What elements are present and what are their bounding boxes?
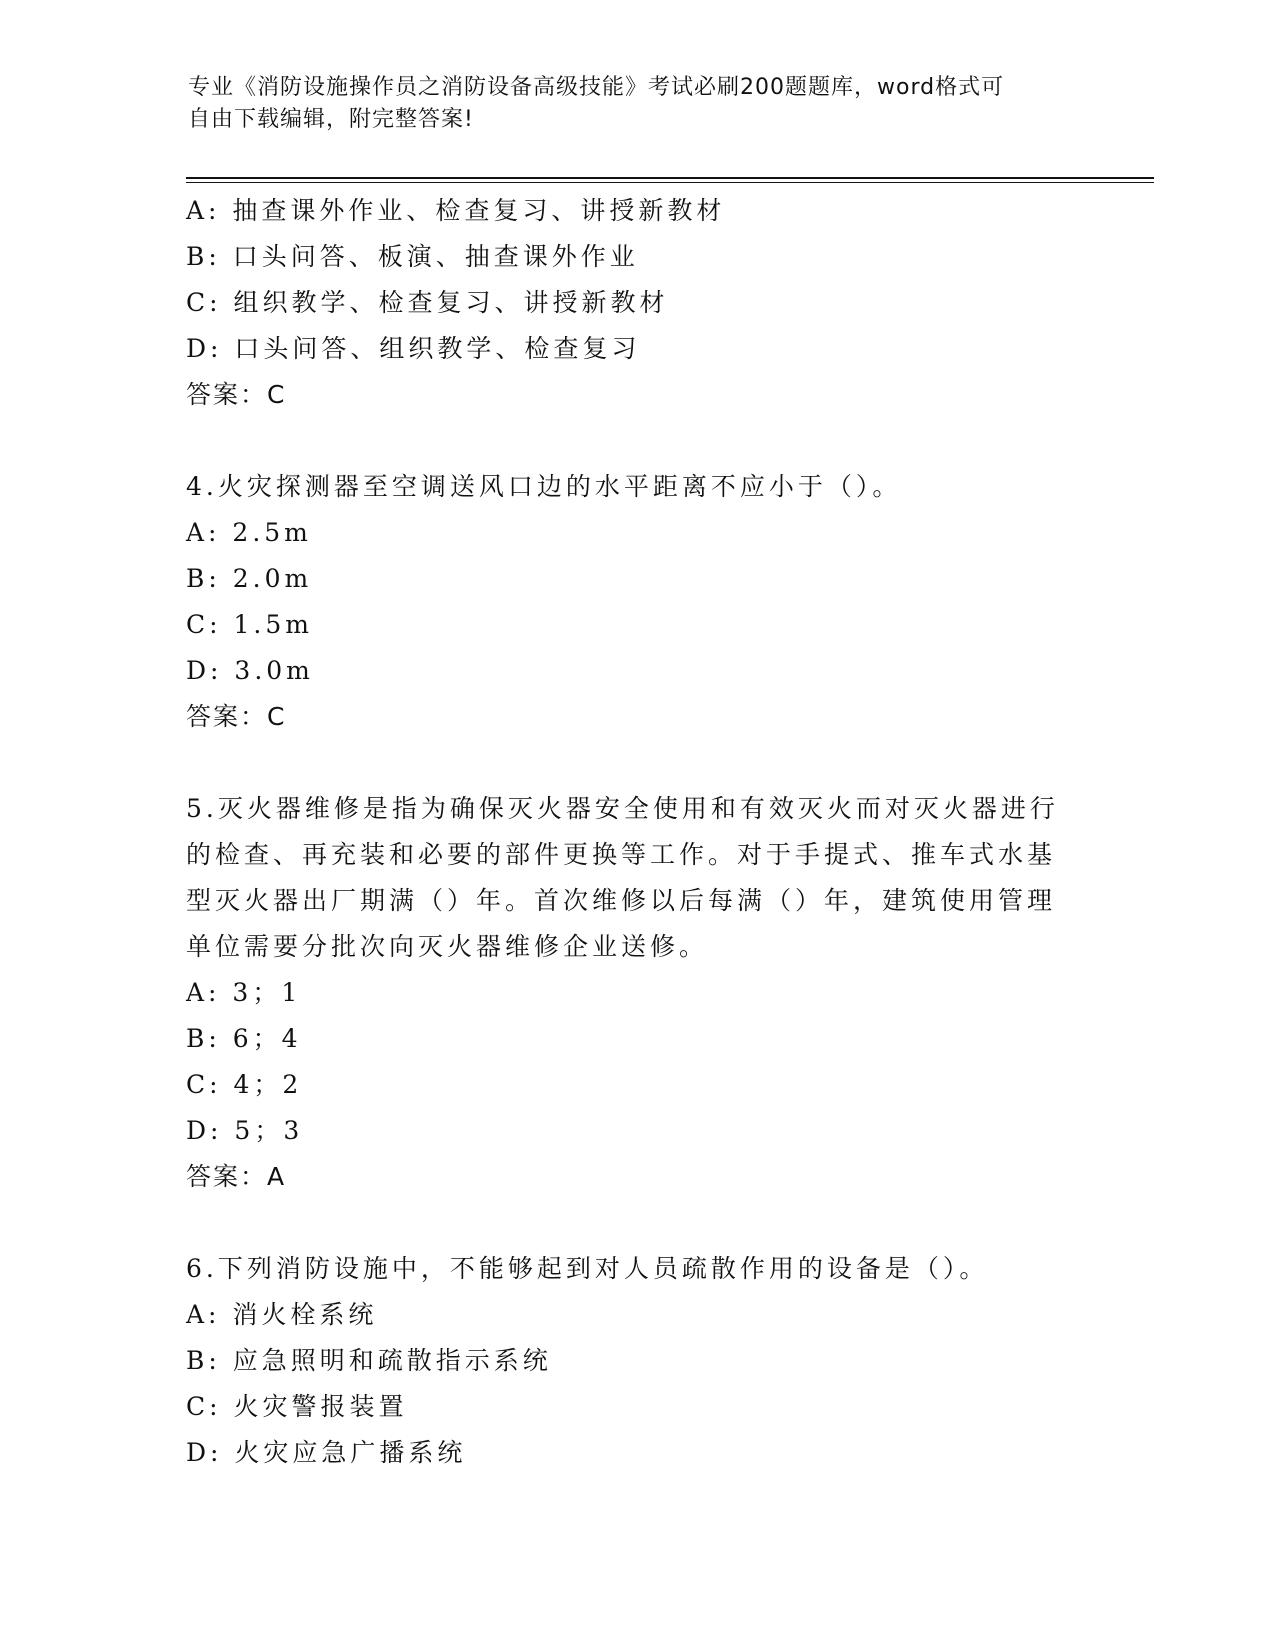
option-d: D: 3.0m: [186, 656, 314, 685]
option-b: B: 2.0m: [186, 564, 313, 593]
option-a: A: 消火栓系统: [186, 1300, 378, 1329]
header-line-1: 专业《消防设施操作员之消防设备高级技能》考试必刷200题题库，word格式可: [188, 75, 1005, 100]
spacer: [186, 1200, 1086, 1246]
question-list: [186, 188, 1086, 1476]
question-stem: 6.下列消防设施中，不能够起到对人员疏散作用的设备是（）。: [186, 1254, 989, 1283]
option-d: D: 火灾应急广播系统: [186, 1438, 467, 1467]
question-stem-line-2: 的检查、再充装和必要的部件更换等工作。对于手提式、推车式水基: [186, 840, 1057, 869]
header-divider-thick: [186, 177, 1154, 179]
option-d: D: 5；3: [186, 1116, 304, 1145]
question-3: [186, 188, 1086, 418]
option-c: C: 火灾警报装置: [186, 1392, 408, 1421]
option-c: C: 1.5m: [186, 610, 313, 639]
header-divider-thin: [186, 182, 1154, 183]
option-a: A: 2.5m: [186, 518, 312, 547]
question-6: [186, 1246, 1086, 1476]
question-4: [186, 464, 1086, 740]
question-stem-line-1: 5.灭火器维修是指为确保灭火器安全使用和有效灭火而对灭火器进行: [186, 794, 1059, 823]
option-a: A: 3；1: [186, 978, 302, 1007]
question-stem-line-4: 单位需要分批次向灭火器维修企业送修。: [186, 932, 709, 961]
question-stem-line-3: 型灭火器出厂期满（）年。首次维修以后每满（）年，建筑使用管理: [186, 886, 1057, 915]
option-b: B: 6；4: [186, 1024, 302, 1053]
header-line-2: 自由下载编辑，附完整答案!: [188, 107, 474, 132]
option-b: B: 应急照明和疏散指示系统: [186, 1346, 552, 1375]
question-5: [186, 786, 1086, 1200]
question-stem: 4.火灾探测器至空调送风口边的水平距离不应小于（）。: [186, 472, 902, 501]
document-header: [188, 72, 1068, 136]
option-a: A: 抽查课外作业、检查复习、讲授新教材: [186, 196, 726, 225]
answer-label: 答案：C: [186, 380, 287, 409]
answer-label: 答案：C: [186, 702, 287, 731]
option-b: B: 口头问答、板演、抽查课外作业: [186, 242, 639, 271]
option-d: D: 口头问答、组织教学、检查复习: [186, 334, 641, 363]
spacer: [186, 418, 1086, 464]
option-c: C: 4；2: [186, 1070, 303, 1099]
spacer: [186, 740, 1086, 786]
option-c: C: 组织教学、检查复习、讲授新教材: [186, 288, 669, 317]
answer-label: 答案：A: [186, 1162, 287, 1191]
